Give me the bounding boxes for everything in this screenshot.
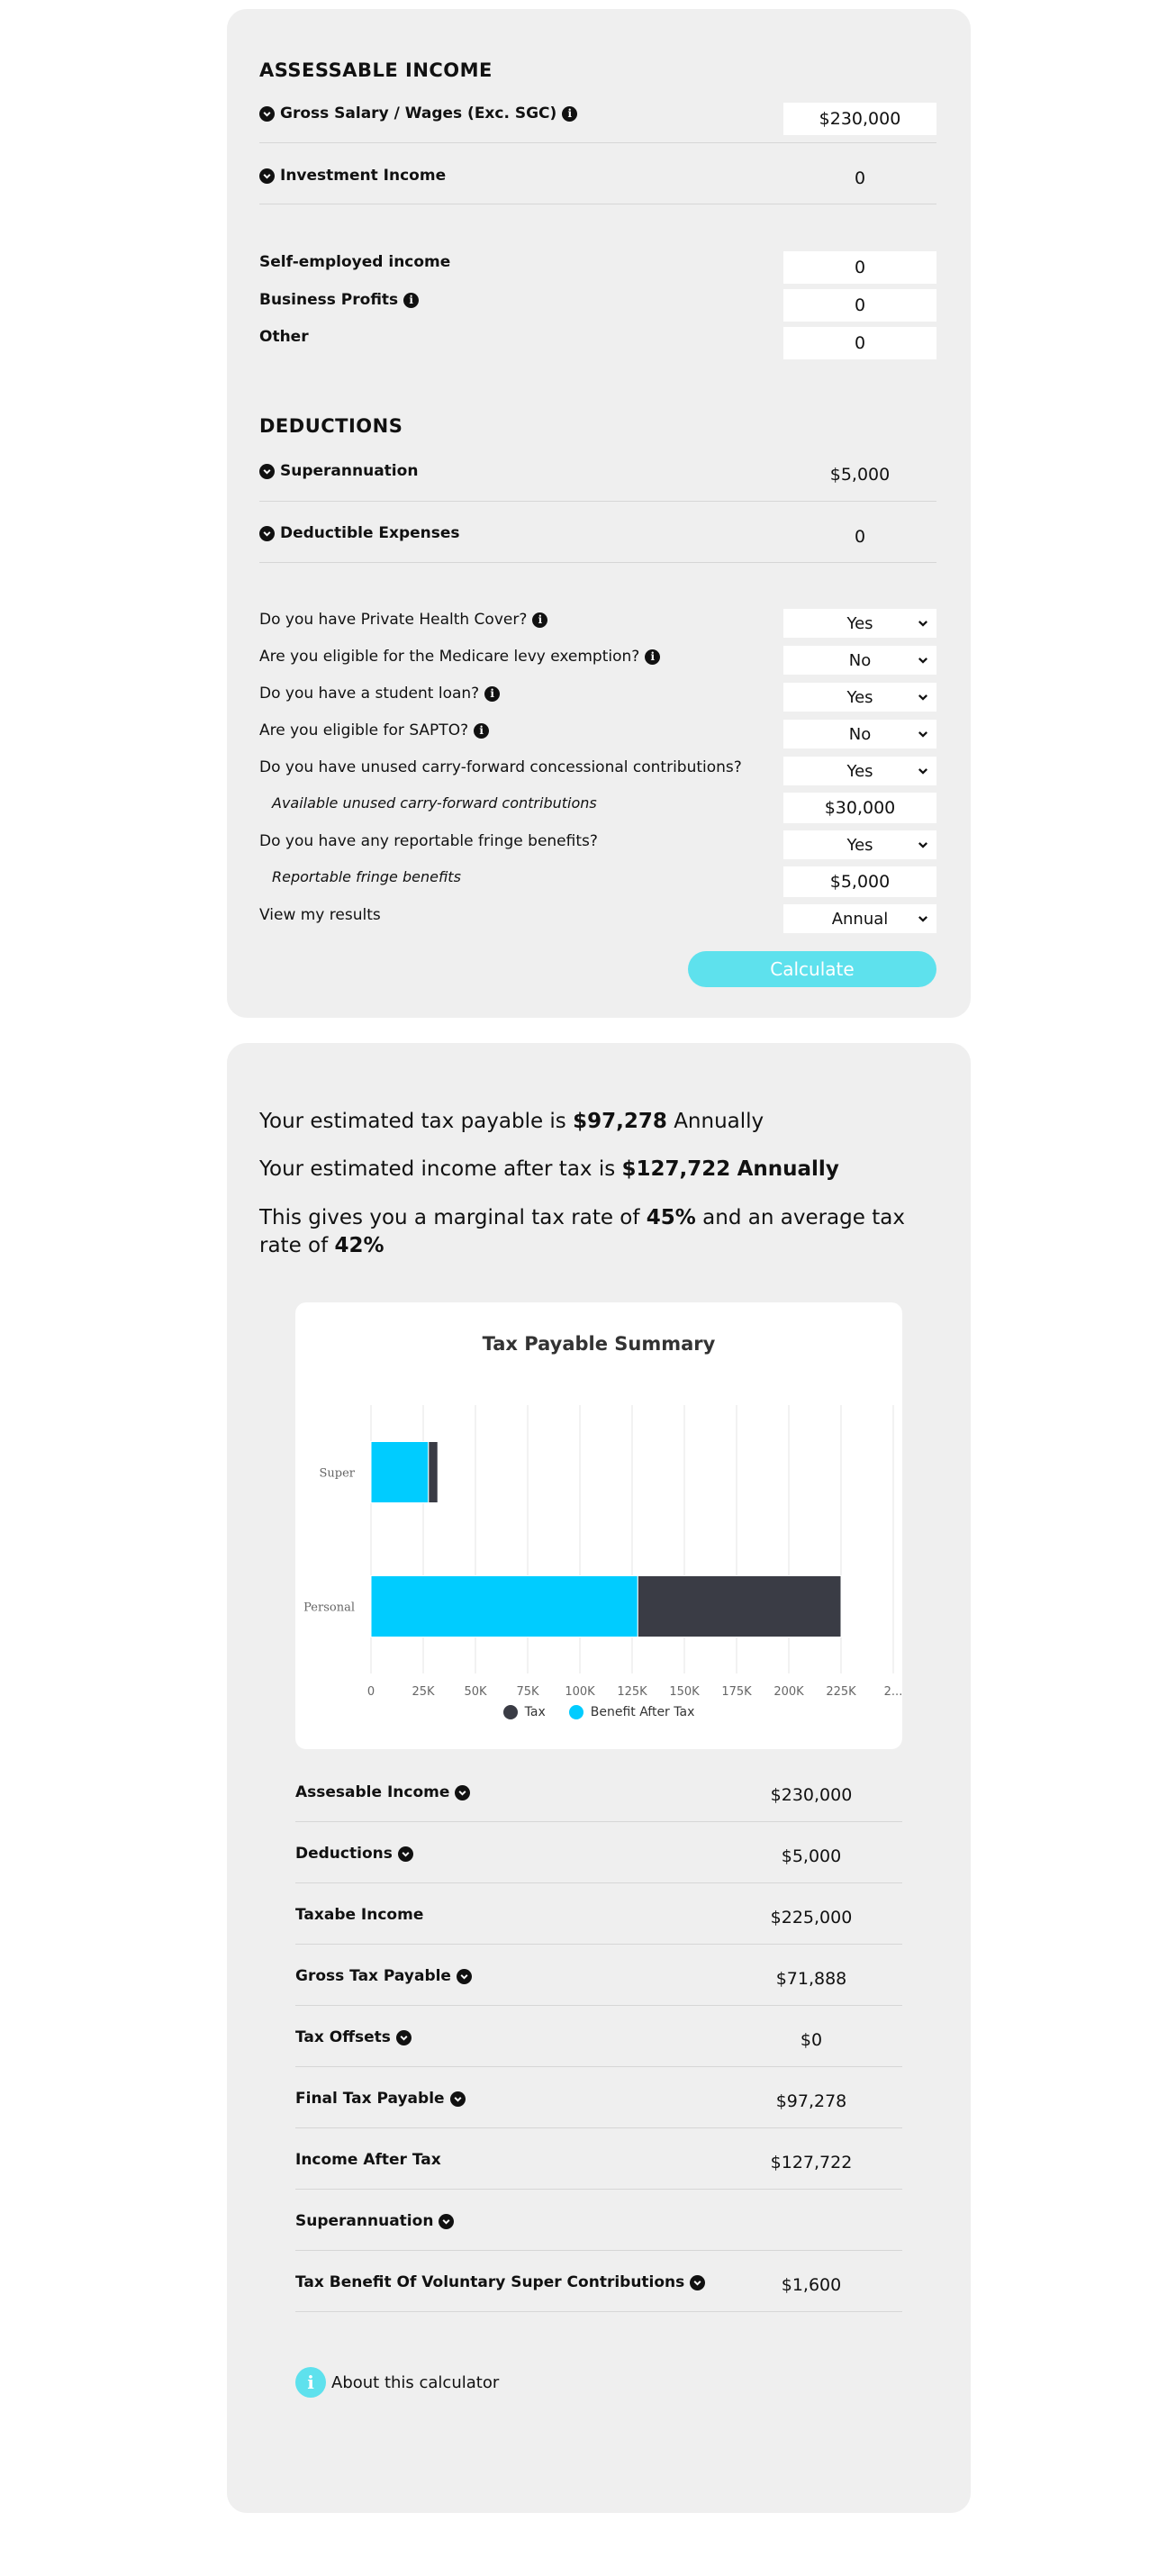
legend-item-benefit[interactable] [569, 1705, 695, 1719]
gross-salary-input[interactable] [783, 103, 936, 135]
result-value: $225,000 [770, 1908, 853, 1927]
divider [295, 1821, 902, 1822]
medicare-exemption-row [259, 648, 660, 666]
gross-salary-label: Gross Salary / Wages (Exc. SGC) [280, 104, 557, 122]
info-icon[interactable]: i [403, 293, 419, 308]
chevron-down-icon [457, 1969, 472, 1984]
result-label: Assesable Income [295, 1783, 450, 1801]
chevron-down-icon [917, 912, 929, 925]
about-calculator-link[interactable] [295, 2367, 499, 2398]
tax-rate-summary [259, 1204, 944, 1260]
info-icon[interactable]: i [474, 723, 489, 739]
x-tick-label: 25K [412, 1685, 435, 1699]
carry-forward-select[interactable] [783, 757, 936, 785]
medicare-exemption-value: No [848, 650, 872, 670]
student-loan-row [259, 685, 500, 703]
chevron-down-icon [398, 1846, 413, 1862]
summary-period: Annually [674, 1110, 764, 1133]
x-tick-label: 125K [617, 1685, 647, 1699]
self-employed-input[interactable] [783, 251, 936, 284]
summary-text: and an average tax rate of [259, 1206, 905, 1257]
self-employed-label: Self-employed income [259, 253, 451, 271]
result-row-label [295, 1906, 423, 1924]
deductions-title: DEDUCTIONS [259, 415, 403, 437]
result-value: $1,600 [781, 2275, 842, 2295]
x-tick-label: 0 [366, 1685, 375, 1699]
superannuation-toggle[interactable] [259, 462, 418, 480]
results-card [227, 1043, 971, 2513]
chart-legend [295, 1705, 902, 1719]
income-after-tax-summary [259, 1156, 944, 1184]
fringe-amount-input[interactable] [783, 866, 936, 897]
divider [295, 1882, 902, 1883]
deductible-expenses-label: Deductible Expenses [280, 524, 460, 542]
chevron-down-icon [455, 1785, 470, 1800]
divider [295, 2127, 902, 2128]
medicare-exemption-label: Are you eligible for the Medicare levy exemption? [259, 648, 640, 666]
divider [259, 501, 936, 502]
chevron-down-icon [259, 464, 275, 479]
divider [295, 1944, 902, 1945]
student-loan-select[interactable] [783, 683, 936, 712]
info-icon: i [295, 2367, 326, 2398]
tax-payable-summary [259, 1108, 944, 1136]
other-income-input[interactable] [783, 327, 936, 359]
result-value: $127,722 [770, 2153, 853, 2172]
divider [295, 2066, 902, 2067]
result-row-label[interactable] [295, 2212, 454, 2230]
sapto-row [259, 721, 489, 739]
carry-forward-value: Yes [846, 761, 873, 781]
info-icon[interactable]: i [484, 686, 500, 702]
chevron-down-icon [917, 691, 929, 703]
legend-dot-benefit [569, 1705, 583, 1719]
summary-period: Annually [737, 1157, 839, 1181]
result-row-label[interactable] [295, 1845, 413, 1863]
x-tick-label: 100K [565, 1685, 595, 1699]
superannuation-label: Superannuation [280, 462, 419, 480]
summary-text: Your estimated income after tax is [259, 1157, 622, 1181]
sapto-select[interactable] [783, 720, 936, 748]
fringe-benefits-value: Yes [846, 835, 873, 855]
divider [259, 142, 936, 143]
carry-forward-available-label: Available unused carry-forward contributions [272, 794, 597, 812]
legend-item-tax[interactable] [503, 1705, 546, 1719]
chevron-down-icon [917, 654, 929, 667]
y-category-label: Super [319, 1466, 355, 1481]
divider [295, 2005, 902, 2006]
result-row-label[interactable] [295, 1967, 472, 1985]
view-results-label: View my results [259, 906, 381, 924]
result-value: $0 [800, 2030, 823, 2050]
fringe-benefits-select[interactable] [783, 830, 936, 859]
assessable-income-title: ASSESSABLE INCOME [259, 59, 493, 81]
divider [295, 2311, 902, 2312]
fringe-amount-label: Reportable fringe benefits [272, 868, 461, 885]
private-health-label: Do you have Private Health Cover? [259, 611, 528, 629]
x-tick-label: 225K [826, 1685, 856, 1699]
result-label: Tax Offsets [295, 2028, 391, 2046]
divider [295, 2250, 902, 2251]
gross-salary-toggle[interactable] [259, 104, 577, 122]
result-value: $230,000 [770, 1785, 853, 1805]
tax-payable-amount: $97,278 [573, 1110, 667, 1133]
business-profits-row [259, 291, 419, 309]
x-tick-label: 50K [464, 1685, 487, 1699]
info-icon[interactable]: i [532, 612, 547, 628]
result-row-label[interactable] [295, 2090, 466, 2108]
chevron-down-icon [917, 765, 929, 777]
deductible-expenses-toggle[interactable] [259, 524, 460, 542]
divider [259, 562, 936, 563]
x-tick-label: 175K [721, 1685, 752, 1699]
investment-income-label: Investment Income [280, 167, 447, 185]
x-tick-label: 75K [516, 1685, 539, 1699]
income-after-tax-amount: $127,722 [621, 1157, 731, 1181]
info-icon[interactable]: i [562, 106, 577, 122]
result-value: $97,278 [775, 2091, 847, 2111]
chart-title: Tax Payable Summary [482, 1333, 716, 1355]
result-label: Superannuation [295, 2212, 434, 2230]
result-label: Tax Benefit Of Voluntary Super Contributions [295, 2273, 685, 2291]
x-tick-label: 200K [773, 1685, 804, 1699]
result-value: $5,000 [781, 1846, 842, 1866]
x-tick-label: 2... [883, 1685, 902, 1699]
info-icon[interactable]: i [645, 649, 660, 665]
chevron-down-icon [917, 617, 929, 630]
x-tick-label: 150K [669, 1685, 700, 1699]
chevron-down-icon [450, 2091, 466, 2107]
about-calculator-label: About this calculator [331, 2372, 500, 2392]
chevron-down-icon [259, 526, 275, 541]
investment-income-value: 0 [854, 168, 866, 188]
business-profits-label: Business Profits [259, 291, 399, 309]
view-results-select[interactable] [783, 904, 936, 933]
investment-income-toggle[interactable] [259, 167, 446, 185]
result-row-label[interactable] [295, 2273, 705, 2291]
average-rate: 42% [334, 1234, 384, 1257]
student-loan-label: Do you have a student loan? [259, 685, 480, 703]
chart-plot [295, 1302, 902, 1699]
private-health-select[interactable] [783, 609, 936, 638]
student-loan-value: Yes [846, 687, 873, 707]
bar-super-benefit-after-tax[interactable] [371, 1442, 429, 1503]
result-label: Deductions [295, 1845, 393, 1863]
result-row-label[interactable] [295, 2028, 412, 2046]
legend-label-tax: Tax [524, 1705, 546, 1719]
marginal-rate: 45% [646, 1206, 696, 1229]
chevron-down-icon [439, 2214, 454, 2229]
chevron-down-icon [259, 106, 275, 122]
result-label: Gross Tax Payable [295, 1967, 451, 1985]
summary-text: This gives you a marginal tax rate of [259, 1206, 647, 1229]
superannuation-value: $5,000 [829, 465, 891, 485]
sapto-value: No [848, 724, 872, 744]
view-results-value: Annual [831, 909, 889, 929]
private-health-row [259, 611, 547, 629]
chevron-down-icon [259, 168, 275, 184]
carry-forward-available-input[interactable] [783, 793, 936, 823]
legend-label-benefit: Benefit After Tax [590, 1705, 695, 1719]
deductible-expenses-value: 0 [854, 527, 866, 547]
y-category-label: Personal [303, 1601, 355, 1615]
result-value: $71,888 [775, 1969, 847, 1989]
result-label: Final Tax Payable [295, 2090, 445, 2108]
sapto-label: Are you eligible for SAPTO? [259, 721, 469, 739]
business-profits-input[interactable] [783, 289, 936, 322]
chevron-down-icon [917, 839, 929, 851]
medicare-exemption-select[interactable] [783, 646, 936, 675]
bar-super-tax[interactable] [429, 1442, 438, 1503]
fringe-benefits-label: Do you have any reportable fringe benefits? [259, 832, 598, 850]
other-income-label: Other [259, 328, 309, 346]
calculate-button[interactable]: Calculate [688, 951, 936, 987]
bar-personal-tax[interactable] [638, 1576, 841, 1637]
result-row-label[interactable] [295, 1783, 470, 1801]
private-health-value: Yes [846, 613, 873, 633]
chevron-down-icon [917, 728, 929, 740]
chevron-down-icon [396, 2030, 412, 2045]
result-label: Taxabe Income [295, 1906, 424, 1924]
calculator-input-card [227, 9, 971, 1018]
tax-payable-chart [295, 1302, 902, 1749]
carry-forward-label: Do you have unused carry-forward concessional contributions? [259, 758, 742, 776]
summary-text: Your estimated tax payable is [259, 1110, 574, 1133]
chevron-down-icon [690, 2275, 705, 2290]
divider [295, 2189, 902, 2190]
bar-personal-benefit-after-tax[interactable] [371, 1576, 638, 1637]
result-label: Income After Tax [295, 2151, 441, 2169]
result-row-label [295, 2151, 441, 2169]
legend-dot-tax [503, 1705, 518, 1719]
